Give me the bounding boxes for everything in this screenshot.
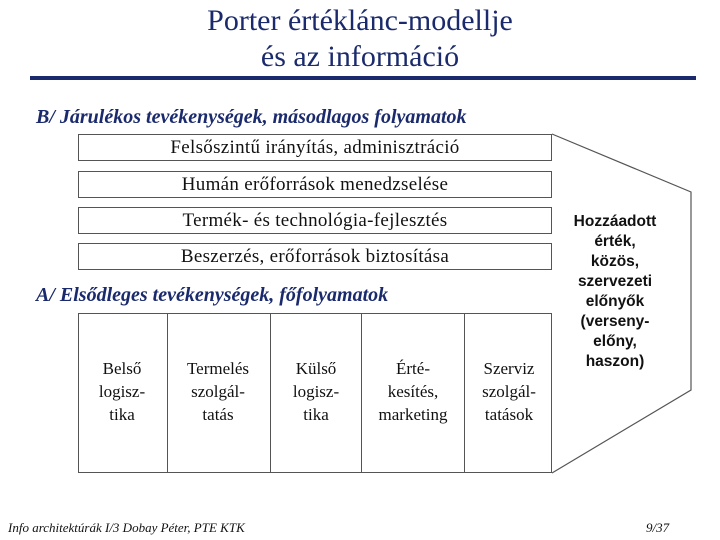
margin-line-1: Hozzáadott xyxy=(573,213,657,230)
footer-credit: Info architektúrák I/3 Dobay Péter, PTE KTK xyxy=(8,520,245,535)
margin-line-6: (verseny- xyxy=(580,313,650,330)
margin-line-4: szervezeti xyxy=(577,273,653,290)
col-4-line-1: Érté- xyxy=(396,359,430,378)
title-line-2: és az információ xyxy=(260,40,460,73)
col-1-line-2: logisz- xyxy=(98,382,146,401)
footer-page-number: 9/37 xyxy=(646,520,670,535)
support-bar-procurement: Beszerzés, erőforrások biztosítása xyxy=(78,243,552,270)
col-4-line-3: marketing xyxy=(378,405,448,424)
support-bar-technology: Termék- és technológia-fejlesztés xyxy=(78,207,552,234)
col-2-line-1: Termelés xyxy=(186,359,250,378)
col-5-line-2: szolgál- xyxy=(482,382,536,401)
title-line-1: Porter értéklánc-modellje xyxy=(207,4,513,37)
margin-text xyxy=(560,212,670,372)
margin-line-7: előny, xyxy=(593,333,637,350)
col-4-line-2: kesítés, xyxy=(387,382,439,401)
col-1-line-3: tika xyxy=(109,405,135,424)
col-2-line-2: szolgál- xyxy=(191,382,245,401)
col-3-line-2: logisz- xyxy=(292,382,340,401)
col-3-line-3: tika xyxy=(303,405,329,424)
col-2-line-3: tatás xyxy=(202,405,234,424)
primary-heading: A/ Elsődleges tevékenységek, főfolyamatok xyxy=(36,284,389,306)
col-3-line-1: Külső xyxy=(295,359,337,378)
col-5-line-1: Szerviz xyxy=(483,359,535,378)
col-5-line-3: tatások xyxy=(484,405,534,424)
margin-line-3: közös, xyxy=(590,253,640,270)
margin-line-2: érték, xyxy=(594,233,636,250)
support-bar-hr: Humán erőforrások menedzselése xyxy=(78,171,552,198)
support-bar-management: Felsőszintű irányítás, adminisztráció xyxy=(78,134,552,161)
margin-line-5: előnyők xyxy=(585,293,645,310)
col-1-line-1: Belső xyxy=(102,359,142,378)
support-heading: B/ Járulékos tevékenységek, másodlagos folyamatok xyxy=(36,106,467,128)
margin-line-8: haszon) xyxy=(585,353,645,370)
